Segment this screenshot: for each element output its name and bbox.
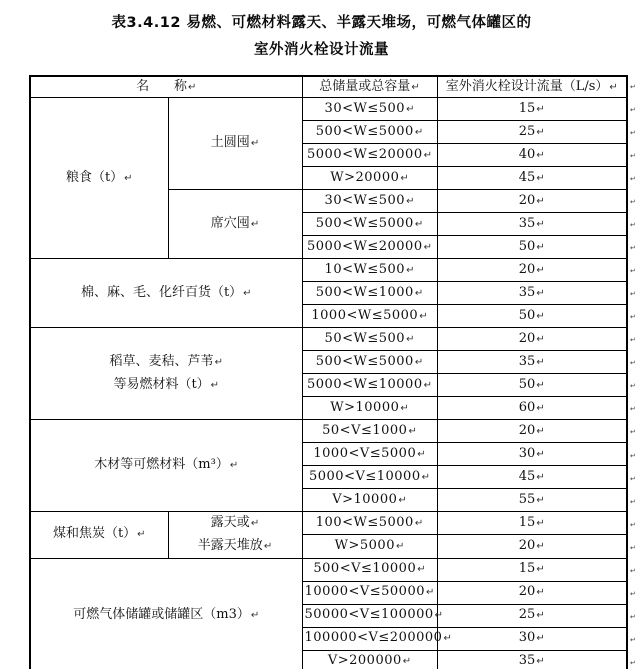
header-flow-cell xyxy=(437,76,627,98)
range-value: 500<W≤1000 xyxy=(315,284,414,300)
range-value: 50<V≤1000 xyxy=(322,422,408,438)
range-value: 500<W≤5000 xyxy=(315,353,414,369)
range-cell xyxy=(302,213,437,236)
flow-cell xyxy=(437,535,627,558)
flow-cell xyxy=(437,121,627,144)
pilcrow-mark: ↵ xyxy=(417,448,426,460)
pilcrow-mark: ↵ xyxy=(414,356,424,368)
fire-flow-table xyxy=(29,75,628,669)
flow-cell xyxy=(437,581,627,604)
range-value: 30<W≤500 xyxy=(324,192,406,208)
flow-cell xyxy=(437,213,627,236)
pilcrow-mark: ↵ xyxy=(400,172,409,184)
pilcrow-mark: ↵ xyxy=(536,656,545,668)
row-end-marks: ↵ ↵ ↵ ↵ ↵ ↵ ↵ ↵ ↵ ↵ ↵ ↵ ↵ ↵ ↵ ↵ ↵ ↵ ↵ ↵ ↵ ↵ ↵ ↵ ↵ ↵ xyxy=(630,82,636,668)
category-cell-gas xyxy=(30,558,302,669)
pilcrow-mark: ↵ xyxy=(426,587,435,599)
pilcrow-mark: ↵ xyxy=(398,494,407,506)
pilcrow-mark: ↵ xyxy=(406,103,415,115)
pilcrow-mark: ↵ xyxy=(536,587,545,599)
flow-value: 20 xyxy=(518,537,536,553)
subcategory-label: 半露天堆放 xyxy=(197,537,263,553)
subcategory-label: 露天或 xyxy=(210,515,250,530)
pilcrow-mark: ↵ xyxy=(423,241,432,253)
table-title-line2: 室外消火栓设计流量 xyxy=(254,42,389,58)
category-cell-timber xyxy=(30,420,302,512)
flow-cell xyxy=(437,259,627,282)
range-value: 5000<W≤20000 xyxy=(307,238,423,254)
category-label: 稻草、麦秸、芦苇 xyxy=(109,353,214,369)
category-label: 棉、麻、毛、化纤百货（t） xyxy=(80,284,243,300)
pilcrow-mark: ↵ xyxy=(434,610,444,622)
subcategory-label-line1 xyxy=(171,512,300,535)
pilcrow-mark: ↵ xyxy=(250,518,260,529)
pilcrow-mark: ↵ xyxy=(411,81,420,93)
flow-value: 40 xyxy=(518,146,536,162)
flow-cell xyxy=(437,650,627,669)
pilcrow-mark: ↵ xyxy=(536,494,545,506)
range-value: 50000<V≤100000 xyxy=(304,607,434,623)
pilcrow-mark: ↵ xyxy=(263,540,273,552)
pilcrow-mark: ↵ xyxy=(250,138,260,150)
pilcrow-mark: ↵ xyxy=(536,425,545,437)
flow-cell xyxy=(437,167,627,190)
table-row xyxy=(30,420,627,443)
flow-value: 20 xyxy=(518,422,536,438)
range-cell xyxy=(302,604,444,627)
header-capacity-label: 总储量或总容量 xyxy=(319,78,411,94)
flow-cell xyxy=(437,144,627,167)
pilcrow-mark: ↵ xyxy=(414,126,424,138)
flow-cell xyxy=(437,328,627,351)
flow-value: 15 xyxy=(518,561,536,577)
pilcrow-mark: ↵ xyxy=(421,471,430,483)
range-cell xyxy=(302,190,437,213)
flow-cell xyxy=(437,489,627,512)
table-row xyxy=(30,512,627,535)
range-value: W>20000 xyxy=(330,169,400,185)
range-cell xyxy=(302,351,437,374)
table-row xyxy=(30,259,627,282)
header-name-label: 名 称 xyxy=(136,78,187,94)
flow-cell xyxy=(434,604,627,627)
flow-value: 50 xyxy=(518,238,536,254)
flow-value: 50 xyxy=(518,376,536,392)
flow-value: 20 xyxy=(518,584,536,600)
range-value: 100000<V≤200000 xyxy=(304,630,443,646)
range-cell xyxy=(302,535,437,558)
flow-cell xyxy=(437,558,627,581)
range-value: 1000<W≤5000 xyxy=(311,307,419,323)
pilcrow-mark: ↵ xyxy=(536,517,545,529)
flow-cell xyxy=(437,627,627,650)
pilcrow-mark: ↵ xyxy=(536,333,545,345)
pilcrow-mark: ↵ xyxy=(536,610,545,622)
range-cell xyxy=(302,397,437,420)
pilcrow-mark: ↵ xyxy=(243,287,252,299)
flow-value: 20 xyxy=(518,192,536,208)
pilcrow-mark: ↵ xyxy=(536,471,545,483)
range-cell xyxy=(302,236,437,259)
pilcrow-mark: ↵ xyxy=(229,460,239,472)
pilcrow-mark: ↵ xyxy=(406,333,415,345)
range-cell xyxy=(302,305,437,328)
pilcrow-mark: ↵ xyxy=(443,633,452,645)
range-cell xyxy=(302,489,437,512)
range-cell xyxy=(302,98,437,121)
category-cell-straw xyxy=(30,328,302,420)
flow-value: 15 xyxy=(518,514,536,530)
range-value: 5000<W≤20000 xyxy=(307,146,423,162)
flow-value: 20 xyxy=(518,261,536,277)
range-cell xyxy=(302,420,437,443)
flow-value: 30 xyxy=(518,445,536,461)
range-cell xyxy=(302,466,437,489)
subcategory-cell-earth-bin xyxy=(168,98,302,190)
range-cell xyxy=(302,282,437,305)
range-value: V>10000 xyxy=(332,491,398,507)
range-cell xyxy=(302,627,452,650)
pilcrow-mark: ↵ xyxy=(414,517,424,529)
range-cell xyxy=(302,650,437,669)
flow-value: 60 xyxy=(518,399,536,415)
pilcrow-mark: ↵ xyxy=(536,310,545,322)
table-row xyxy=(30,558,627,581)
pilcrow-mark: ↵ xyxy=(250,610,260,622)
pilcrow-mark: ↵ xyxy=(417,564,426,576)
flow-value: 45 xyxy=(518,169,536,185)
range-value: 500<V≤10000 xyxy=(313,561,417,577)
range-value: 500<W≤5000 xyxy=(315,215,414,231)
range-cell xyxy=(302,558,437,581)
range-cell xyxy=(302,443,437,466)
pilcrow-mark: ↵ xyxy=(536,379,545,391)
pilcrow-mark: ↵ xyxy=(536,356,545,368)
pilcrow-mark: ↵ xyxy=(536,564,545,576)
category-cell-grain xyxy=(30,98,168,259)
range-value: 500<W≤5000 xyxy=(315,123,414,139)
flow-cell xyxy=(437,397,627,420)
flow-cell xyxy=(437,282,627,305)
flow-value: 35 xyxy=(518,284,536,300)
pilcrow-mark: ↵ xyxy=(395,540,405,552)
flow-value: 30 xyxy=(518,630,536,646)
flow-value: 55 xyxy=(518,491,536,507)
flow-value: 50 xyxy=(518,307,536,323)
pilcrow-mark: ↵ xyxy=(536,149,545,161)
category-label: 粮食（t） xyxy=(65,169,124,185)
range-value: 100<W≤5000 xyxy=(315,514,414,530)
flow-cell xyxy=(437,98,627,121)
category-cell-coal xyxy=(30,512,168,559)
subcategory-label: 席穴囤 xyxy=(210,215,250,231)
table-header-row xyxy=(30,76,627,98)
pilcrow-mark: ↵ xyxy=(250,218,260,230)
pilcrow-mark: ↵ xyxy=(214,356,223,368)
pilcrow-mark: ↵ xyxy=(423,149,432,161)
flow-value: 15 xyxy=(518,100,536,116)
range-value: 5000<W≤10000 xyxy=(307,376,423,392)
range-cell xyxy=(302,512,437,535)
flow-cell xyxy=(437,351,627,374)
pilcrow-mark: ↵ xyxy=(536,633,545,645)
flow-value: 35 xyxy=(518,215,536,231)
category-label-line1 xyxy=(33,351,300,374)
pilcrow-mark: ↵ xyxy=(137,529,146,541)
flow-value: 45 xyxy=(518,468,536,484)
flow-value: 20 xyxy=(518,330,536,346)
range-value: V>200000 xyxy=(327,653,402,669)
range-value: W>10000 xyxy=(330,399,400,415)
table-row xyxy=(30,328,627,351)
pilcrow-mark: ↵ xyxy=(536,540,545,552)
flow-cell xyxy=(437,443,627,466)
pilcrow-mark: ↵ xyxy=(419,310,428,322)
flow-cell xyxy=(437,420,627,443)
range-value: W>5000 xyxy=(334,537,395,553)
range-value: 50<W≤500 xyxy=(324,330,406,346)
pilcrow-mark: ↵ xyxy=(408,425,417,437)
pilcrow-mark: ↵ xyxy=(536,172,545,184)
category-label: 等易燃材料（t） xyxy=(113,376,210,392)
pilcrow-mark: ↵ xyxy=(536,402,545,414)
pilcrow-mark: ↵ xyxy=(210,379,220,391)
flow-value: 25 xyxy=(518,123,536,139)
pilcrow-mark: ↵ xyxy=(536,264,545,276)
range-cell xyxy=(302,259,437,282)
header-name-cell xyxy=(30,76,302,98)
subcategory-label-line2 xyxy=(171,535,300,558)
subcategory-cell-mat-bin xyxy=(168,190,302,259)
flow-cell xyxy=(437,236,627,259)
range-cell xyxy=(302,374,437,397)
range-value: 1000<V≤5000 xyxy=(313,445,417,461)
flow-cell xyxy=(437,190,627,213)
category-cell-cotton xyxy=(30,259,302,328)
flow-cell xyxy=(437,374,627,397)
table-wrap xyxy=(29,75,636,669)
pilcrow-mark: ↵ xyxy=(406,264,415,276)
flow-value: 35 xyxy=(518,653,536,669)
flow-cell xyxy=(437,466,627,489)
category-label: 木材等可燃材料（m³） xyxy=(94,457,229,473)
range-cell xyxy=(302,167,437,190)
flow-value: 35 xyxy=(518,353,536,369)
pilcrow-mark: ↵ xyxy=(414,218,424,230)
subcategory-label: 土圆囤 xyxy=(210,135,250,151)
range-cell xyxy=(302,581,437,604)
pilcrow-mark: ↵ xyxy=(124,172,133,184)
pilcrow-mark: ↵ xyxy=(536,195,545,207)
category-label-line2 xyxy=(33,374,300,397)
pilcrow-mark: ↵ xyxy=(536,103,545,115)
table-row xyxy=(30,98,627,121)
header-capacity-cell xyxy=(302,76,437,98)
pilcrow-mark: ↵ xyxy=(400,402,409,414)
flow-value: 25 xyxy=(518,607,536,623)
pilcrow-mark: ↵ xyxy=(536,448,545,460)
range-value: 30<W≤500 xyxy=(324,100,406,116)
range-cell xyxy=(302,121,437,144)
range-cell xyxy=(302,328,437,351)
header-flow-label: 室外消火栓设计流量（L/s） xyxy=(445,78,609,94)
subcategory-cell-stacking xyxy=(168,512,302,559)
pilcrow-mark: ↵ xyxy=(423,379,432,391)
pilcrow-mark: ↵ xyxy=(536,287,545,299)
flow-cell xyxy=(437,512,627,535)
range-cell xyxy=(302,144,437,167)
flow-cell xyxy=(437,305,627,328)
table-title-line1: 表3.4.12 易燃、可燃材料露天、半露天堆场，可燃气体罐区的 xyxy=(111,15,532,31)
range-value: 5000<V≤10000 xyxy=(308,468,421,484)
pilcrow-mark: ↵ xyxy=(414,287,424,299)
category-label: 煤和焦炭（t） xyxy=(52,526,137,542)
category-label: 可燃气体储罐或储罐区（m3） xyxy=(73,607,250,623)
pilcrow-mark: ↵ xyxy=(402,656,412,668)
pilcrow-mark: ↵ xyxy=(536,218,545,230)
table-title xyxy=(0,0,643,64)
pilcrow-mark: ↵ xyxy=(536,241,545,253)
pilcrow-mark: ↵ xyxy=(406,195,415,207)
pilcrow-mark: ↵ xyxy=(536,126,545,138)
pilcrow-mark: ↵ xyxy=(609,81,618,93)
range-value: 10<W≤500 xyxy=(324,261,406,277)
range-value: 10000<V≤50000 xyxy=(304,584,425,600)
pilcrow-mark: ↵ xyxy=(187,81,197,93)
